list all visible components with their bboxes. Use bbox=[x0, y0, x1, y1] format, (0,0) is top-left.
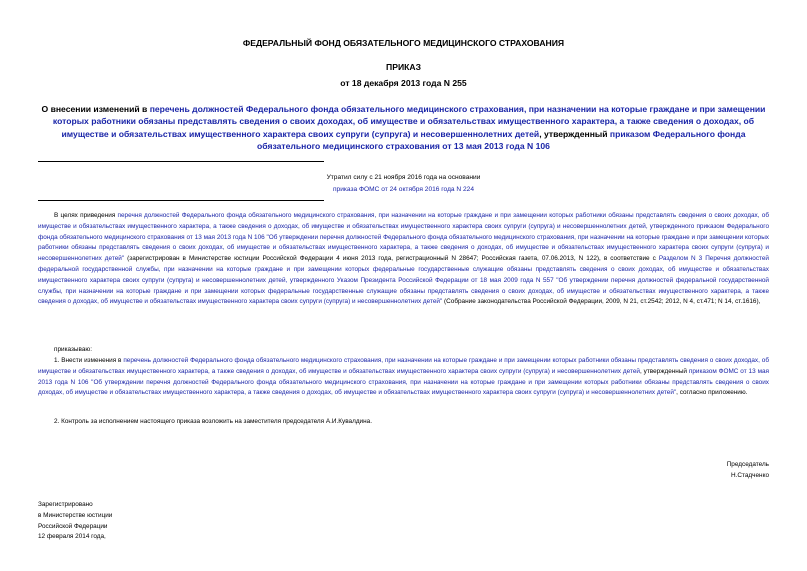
title-link-list[interactable]: перечень должностей Федерального фонда обязательного медицинского страхования, при назначении на которые граждане и при замещении которых работники обязаны представлять сведения о своих доходах, об имуществе и обязательствах имущественного характера, а также сведения о доходах, об имуществе и обязательствах имущественного характера своих супруги (супруга) и несовершеннолетних детей bbox=[52, 104, 766, 139]
item-1-text-2: , утвержденный bbox=[639, 367, 689, 375]
title-text-2: , утвержденный bbox=[539, 128, 610, 139]
title-link-order[interactable]: приказом Федерального фонда обязательного медицинского страхования от 13 мая 2013 года N 106 bbox=[257, 128, 746, 152]
registration-block bbox=[38, 500, 112, 543]
preamble-text-1: В целях приведения bbox=[54, 212, 118, 219]
document-title bbox=[38, 103, 769, 153]
signature-block bbox=[727, 460, 769, 482]
registration-line: 12 февраля 2014 года, bbox=[38, 533, 106, 541]
divider-top bbox=[38, 161, 324, 162]
item-1-link-list[interactable]: перечень должностей Федерального фонда обязательного медицинского страхования, при назначении на которые граждане и при замещении которых работники обязаны представлять сведения о своих доходах, об имуществе и обязательствах имущественного характера, а также сведения о доходах, об имуществе и обязательствах имущественного характера своих супруги (супруга) и несовершеннолетних детей bbox=[38, 357, 769, 375]
signature-name: Н.Стадченко bbox=[731, 471, 769, 479]
divider-bottom bbox=[38, 200, 324, 201]
registration-line: Российской Федерации bbox=[38, 522, 108, 530]
status-note-line: Утратил силу с 21 ноября 2016 года на основании bbox=[326, 174, 481, 181]
document-type: ПРИКАЗ bbox=[386, 62, 421, 72]
status-note-link[interactable]: приказа ФОМС от 24 октября 2016 года N 224 bbox=[332, 185, 475, 193]
item-2-paragraph: 2. Контроль за исполнением настоящего приказа возложить на заместителя председателя А.И.Кувалдина. bbox=[54, 418, 372, 425]
preamble-text-2: (зарегистрирован в Министерстве юстиции Российской Федерации 4 июня 2013 года, регистрационный N 28647; Российская газета, 07.06.2013, N 122), в соответствие с bbox=[124, 255, 659, 263]
item-1-text-1: 1. Внести изменения в bbox=[54, 357, 124, 364]
item-1-link-order[interactable]: приказом ФОМС от 13 мая 2013 года N 106 "Об утверждении перечня должностей Федерального фонда обязательного медицинского страхования, при назначении на которые граждане и при замещении которых работники обязаны представлять сведения о своих доходах, об имуществе и обязательствах имущественного характера, а также сведения о доходах, об имуществе и обязательствах имущественного характера своих супруги (супруга) и несовершеннолетних детей" bbox=[38, 367, 769, 397]
signature-role: Председатель bbox=[726, 461, 769, 468]
item-1-paragraph bbox=[38, 356, 769, 399]
preamble-paragraph bbox=[38, 211, 769, 308]
organization-name: ФЕДЕРАЛЬНЫЙ ФОНД ОБЯЗАТЕЛЬНОГО МЕДИЦИНСКОГО СТРАХОВАНИЯ bbox=[242, 38, 565, 48]
order-word: приказываю: bbox=[54, 346, 92, 353]
title-text-1: О внесении изменений в bbox=[41, 104, 150, 114]
preamble-link-decree[interactable]: Разделом N 3 Перечня должностей федеральной государственной службы, при назначении на которые граждане и при замещении которых федеральные государственные служащие обязаны представлять сведения о своих доходах, об имуществе и обязательствах имущественного характера своих супруги (супруга) и несовершеннолетних детей, утвержденного Указом Президента Российской Федерации от 18 мая 2009 года N 557 "Об утверждении перечня должностей федеральной государственной службы, при назначении на которые граждане и при замещении которых федеральные государственные служащие обязаны представлять сведения о своих доходах, об имуществе и обязательствах имущественного характера, а также сведения о доходах, об имуществе и обязательствах имущественного характера своих супруги (супруга) и несовершеннолетних детей" bbox=[38, 255, 770, 306]
preamble-text-3: (Собрание законодательства Российской Федерации, 2009, N 21, ст.2542; 2012, N 4, ст.471; N 14, ст.1616), bbox=[442, 298, 761, 306]
registration-line: в Министерстве юстиции bbox=[38, 511, 113, 519]
status-note bbox=[0, 172, 807, 195]
registration-line: Зарегистрировано bbox=[38, 501, 93, 508]
document-date: от 18 декабря 2013 года N 255 bbox=[340, 78, 467, 88]
item-1-text-3: , согласно приложению. bbox=[676, 389, 748, 397]
preamble-link-list[interactable]: перечня должностей Федерального фонда обязательного медицинского страхования, при назначении на которые граждане и при замещении которых работники обязаны представлять сведения о своих доходах, об имуществе и обязательствах имущественного характера, а также сведения о доходах, об имуществе и обязательствах имущественного характера своих супруги (супруга) и несовершеннолетних детей, утвержденного приказом Федерального фонда обязательного медицинского страхования от 13 мая 2013 года N 106 "Об утверждении перечня должностей Федерального фонда обязательного медицинского страхования, при назначении на которые граждане и при замещении которых работники обязаны представлять сведения о своих доходах, об имуществе и обязательствах имущественного характера, а также сведения о доходах, об имуществе и обязательствах имущественного характера своих супруги (супруга) и несовершеннолетних детей" bbox=[38, 212, 769, 263]
